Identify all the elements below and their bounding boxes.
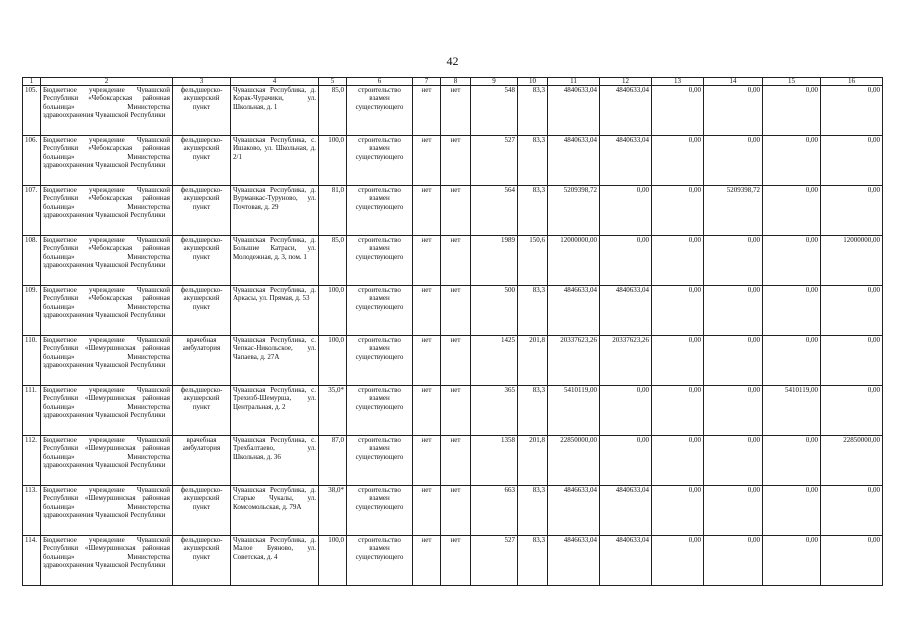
column-header: 15 <box>763 78 821 86</box>
address-cell: Чувашская Республика, д. Большие Катраси, ул. Молодежная, д. 3, пом. 1 <box>231 236 319 286</box>
row-number: 110. <box>23 336 41 386</box>
col13-cell: 0,00 <box>652 386 704 436</box>
total-cost-cell: 12000000,00 <box>548 236 600 286</box>
col13-cell: 0,00 <box>652 436 704 486</box>
work-type-cell: строительство взамен существующего <box>347 486 413 536</box>
col10-cell: 83,3 <box>518 486 548 536</box>
work-type-cell: строительство взамен существующего <box>347 86 413 136</box>
col12-cell: 0,00 <box>600 236 652 286</box>
col10-cell: 150,6 <box>518 236 548 286</box>
total-cost-cell: 4846633,04 <box>548 536 600 586</box>
col14-cell: 0,00 <box>704 436 763 486</box>
col8-cell: нет <box>441 386 471 436</box>
row-number: 105. <box>23 86 41 136</box>
col7-cell: нет <box>413 86 441 136</box>
table-row <box>23 286 883 336</box>
col15-cell: 0,00 <box>763 136 821 186</box>
col7-cell: нет <box>413 386 441 436</box>
column-header: 4 <box>231 78 319 86</box>
col13-cell: 0,00 <box>652 336 704 386</box>
col16-cell: 0,00 <box>821 86 883 136</box>
column-header: 14 <box>704 78 763 86</box>
work-type-cell: строительство взамен существующего <box>347 136 413 186</box>
col13-cell: 0,00 <box>652 286 704 336</box>
col12-cell: 4840633,04 <box>600 286 652 336</box>
organization-cell: Бюджетное учреждение Чувашской Республики «Чебоксарская районная больница» Министерства здравоохранения Чувашской Республики <box>41 186 173 236</box>
organization-cell: Бюджетное учреждение Чувашской Республики «Шемуршинская районная больница» Министерства здравоохранения Чувашской Республики <box>41 536 173 586</box>
col13-cell: 0,00 <box>652 86 704 136</box>
col10-cell: 201,8 <box>518 436 548 486</box>
facility-type-cell: фельдшерско-акушерский пункт <box>173 386 231 436</box>
col16-cell: 0,00 <box>821 486 883 536</box>
col16-cell: 0,00 <box>821 136 883 186</box>
column-header: 5 <box>319 78 347 86</box>
col8-cell: нет <box>441 536 471 586</box>
col16-cell: 12000000,00 <box>821 236 883 286</box>
address-cell: Чувашская Республика, с. Чепкас-Никольское, ул. Чапаева, д. 27А <box>231 336 319 386</box>
page-number: 42 <box>446 54 459 68</box>
col14-cell: 0,00 <box>704 236 763 286</box>
col15-cell: 0,00 <box>763 486 821 536</box>
col16-cell: 0,00 <box>821 186 883 236</box>
row-number: 106. <box>23 136 41 186</box>
total-cost-cell: 5410119,00 <box>548 386 600 436</box>
work-type-cell: строительство взамен существующего <box>347 186 413 236</box>
col14-cell: 0,00 <box>704 136 763 186</box>
col12-cell: 0,00 <box>600 186 652 236</box>
facility-type-cell: фельдшерско-акушерский пункт <box>173 86 231 136</box>
col14-cell: 0,00 <box>704 336 763 386</box>
work-type-cell: строительство взамен существующего <box>347 386 413 436</box>
total-cost-cell: 5209398,72 <box>548 186 600 236</box>
col12-cell: 0,00 <box>600 386 652 436</box>
column-header: 10 <box>518 78 548 86</box>
table-row <box>23 86 883 136</box>
col12-cell: 0,00 <box>600 436 652 486</box>
col10-cell: 201,8 <box>518 336 548 386</box>
col9-cell: 1989 <box>471 236 518 286</box>
col7-cell: нет <box>413 136 441 186</box>
column-header: 2 <box>41 78 173 86</box>
col16-cell: 0,00 <box>821 336 883 386</box>
column-header: 1 <box>23 78 41 86</box>
capacity-cell: 85,0 <box>319 236 347 286</box>
address-cell: Чувашская Республика, д. Корак-Чурачики, ул. Школьная, д. 1 <box>231 86 319 136</box>
col9-cell: 663 <box>471 486 518 536</box>
capacity-cell: 100,0 <box>319 536 347 586</box>
col9-cell: 500 <box>471 286 518 336</box>
col8-cell: нет <box>441 436 471 486</box>
capacity-cell: 100,0 <box>319 136 347 186</box>
col9-cell: 1358 <box>471 436 518 486</box>
address-cell: Чувашская Республика, д. Старые Чукалы, ул. Комсомольская, д. 79А <box>231 486 319 536</box>
col7-cell: нет <box>413 336 441 386</box>
col15-cell: 5410119,00 <box>763 386 821 436</box>
col14-cell: 0,00 <box>704 86 763 136</box>
facility-type-cell: врачебная амбулатория <box>173 436 231 486</box>
total-cost-cell: 4846633,04 <box>548 486 600 536</box>
register-table <box>22 77 883 586</box>
col16-cell: 0,00 <box>821 286 883 336</box>
column-header: 7 <box>413 78 441 86</box>
organization-cell: Бюджетное учреждение Чувашской Республики «Чебоксарская районная больница» Министерства здравоохранения Чувашской Республики <box>41 136 173 186</box>
col7-cell: нет <box>413 436 441 486</box>
col16-cell: 0,00 <box>821 536 883 586</box>
capacity-cell: 87,0 <box>319 436 347 486</box>
capacity-cell: 38,0* <box>319 486 347 536</box>
organization-cell: Бюджетное учреждение Чувашской Республики «Чебоксарская районная больница» Министерства здравоохранения Чувашской Республики <box>41 236 173 286</box>
work-type-cell: строительство взамен существующего <box>347 536 413 586</box>
col10-cell: 83,3 <box>518 136 548 186</box>
col12-cell: 4840633,04 <box>600 86 652 136</box>
address-cell: Чувашская Республика, д. Малое Буяново, ул. Советская, д. 4 <box>231 536 319 586</box>
col8-cell: нет <box>441 236 471 286</box>
col10-cell: 83,3 <box>518 536 548 586</box>
col15-cell: 0,00 <box>763 436 821 486</box>
col8-cell: нет <box>441 486 471 536</box>
col10-cell: 83,3 <box>518 86 548 136</box>
col13-cell: 0,00 <box>652 486 704 536</box>
column-header: 11 <box>548 78 600 86</box>
row-number: 114. <box>23 536 41 586</box>
table-row <box>23 536 883 586</box>
total-cost-cell: 22850000,00 <box>548 436 600 486</box>
col15-cell: 0,00 <box>763 86 821 136</box>
col9-cell: 527 <box>471 136 518 186</box>
column-header: 8 <box>441 78 471 86</box>
col15-cell: 0,00 <box>763 186 821 236</box>
address-cell: Чувашская Республика, с. Трехбалтаево, ул. Школьная, д. 36 <box>231 436 319 486</box>
organization-cell: Бюджетное учреждение Чувашской Республики «Чебоксарская районная больница» Министерства здравоохранения Чувашской Республики <box>41 286 173 336</box>
col16-cell: 0,00 <box>821 386 883 436</box>
col8-cell: нет <box>441 336 471 386</box>
total-cost-cell: 4840633,04 <box>548 136 600 186</box>
col14-cell: 0,00 <box>704 286 763 336</box>
col7-cell: нет <box>413 186 441 236</box>
work-type-cell: строительство взамен существующего <box>347 336 413 386</box>
col8-cell: нет <box>441 286 471 336</box>
row-number: 107. <box>23 186 41 236</box>
row-number: 109. <box>23 286 41 336</box>
col8-cell: нет <box>441 186 471 236</box>
col10-cell: 83,3 <box>518 286 548 336</box>
col14-cell: 5209398,72 <box>704 186 763 236</box>
work-type-cell: строительство взамен существующего <box>347 286 413 336</box>
column-header: 3 <box>173 78 231 86</box>
table-row <box>23 336 883 386</box>
work-type-cell: строительство взамен существующего <box>347 236 413 286</box>
column-header: 9 <box>471 78 518 86</box>
col15-cell: 0,00 <box>763 236 821 286</box>
col9-cell: 1425 <box>471 336 518 386</box>
col9-cell: 548 <box>471 86 518 136</box>
col7-cell: нет <box>413 236 441 286</box>
total-cost-cell: 4846633,04 <box>548 286 600 336</box>
facility-type-cell: фельдшерско-акушерский пункт <box>173 186 231 236</box>
col12-cell: 4840633,04 <box>600 536 652 586</box>
col15-cell: 0,00 <box>763 536 821 586</box>
col9-cell: 365 <box>471 386 518 436</box>
table-row <box>23 486 883 536</box>
col12-cell: 4840633,04 <box>600 136 652 186</box>
col9-cell: 527 <box>471 536 518 586</box>
capacity-cell: 100,0 <box>319 286 347 336</box>
address-cell: Чувашская Республика, д. Вурманкас-Туруново, ул. Почтовая, д. 29 <box>231 186 319 236</box>
col9-cell: 564 <box>471 186 518 236</box>
column-header: 16 <box>821 78 883 86</box>
facility-type-cell: фельдшерско-акушерский пункт <box>173 486 231 536</box>
table-row <box>23 386 883 436</box>
table-row <box>23 186 883 236</box>
column-header: 13 <box>652 78 704 86</box>
col7-cell: нет <box>413 486 441 536</box>
col8-cell: нет <box>441 86 471 136</box>
organization-cell: Бюджетное учреждение Чувашской Республики «Шемуршинская районная больница» Министерства здравоохранения Чувашской Республики <box>41 436 173 486</box>
col14-cell: 0,00 <box>704 486 763 536</box>
total-cost-cell: 20337623,26 <box>548 336 600 386</box>
address-cell: Чувашская Республика, с. Ишаково, ул. Школьная, д. 2/1 <box>231 136 319 186</box>
col15-cell: 0,00 <box>763 286 821 336</box>
col14-cell: 0,00 <box>704 386 763 436</box>
col10-cell: 83,3 <box>518 386 548 436</box>
col10-cell: 83,3 <box>518 186 548 236</box>
col7-cell: нет <box>413 536 441 586</box>
table-row <box>23 136 883 186</box>
organization-cell: Бюджетное учреждение Чувашской Республики «Шемуршинская районная больница» Министерства здравоохранения Чувашской Республики <box>41 386 173 436</box>
col7-cell: нет <box>413 286 441 336</box>
address-cell: Чувашская Республика, д. Аркасы, ул. Прямая, д. 53 <box>231 286 319 336</box>
col13-cell: 0,00 <box>652 136 704 186</box>
facility-type-cell: фельдшерско-акушерский пункт <box>173 286 231 336</box>
col13-cell: 0,00 <box>652 536 704 586</box>
row-number: 112. <box>23 436 41 486</box>
facility-type-cell: врачебная амбулатория <box>173 336 231 386</box>
col8-cell: нет <box>441 136 471 186</box>
capacity-cell: 81,0 <box>319 186 347 236</box>
col13-cell: 0,00 <box>652 236 704 286</box>
column-header: 6 <box>347 78 413 86</box>
capacity-cell: 35,0* <box>319 386 347 436</box>
address-cell: Чувашская Республика, с. Трехизб-Шемурша, ул. Центральная, д. 2 <box>231 386 319 436</box>
column-number-row <box>23 78 883 86</box>
facility-type-cell: фельдшерско-акушерский пункт <box>173 136 231 186</box>
column-header: 12 <box>600 78 652 86</box>
table-row <box>23 236 883 286</box>
capacity-cell: 85,0 <box>319 86 347 136</box>
organization-cell: Бюджетное учреждение Чувашской Республики «Чебоксарская районная больница» Министерства здравоохранения Чувашской Республики <box>41 86 173 136</box>
work-type-cell: строительство взамен существующего <box>347 436 413 486</box>
facility-type-cell: фельдшерско-акушерский пункт <box>173 236 231 286</box>
col14-cell: 0,00 <box>704 536 763 586</box>
total-cost-cell: 4840633,04 <box>548 86 600 136</box>
row-number: 111. <box>23 386 41 436</box>
table-row <box>23 436 883 486</box>
organization-cell: Бюджетное учреждение Чувашской Республики «Шемуршинская районная больница» Министерства здравоохранения Чувашской Республики <box>41 486 173 536</box>
col15-cell: 0,00 <box>763 336 821 386</box>
capacity-cell: 100,0 <box>319 336 347 386</box>
col16-cell: 22850000,00 <box>821 436 883 486</box>
row-number: 113. <box>23 486 41 536</box>
col12-cell: 20337623,26 <box>600 336 652 386</box>
col12-cell: 4840633,04 <box>600 486 652 536</box>
row-number: 108. <box>23 236 41 286</box>
organization-cell: Бюджетное учреждение Чувашской Республики «Шемуршинская районная больница» Министерства здравоохранения Чувашской Республики <box>41 336 173 386</box>
col13-cell: 0,00 <box>652 186 704 236</box>
facility-type-cell: фельдшерско-акушерский пункт <box>173 536 231 586</box>
